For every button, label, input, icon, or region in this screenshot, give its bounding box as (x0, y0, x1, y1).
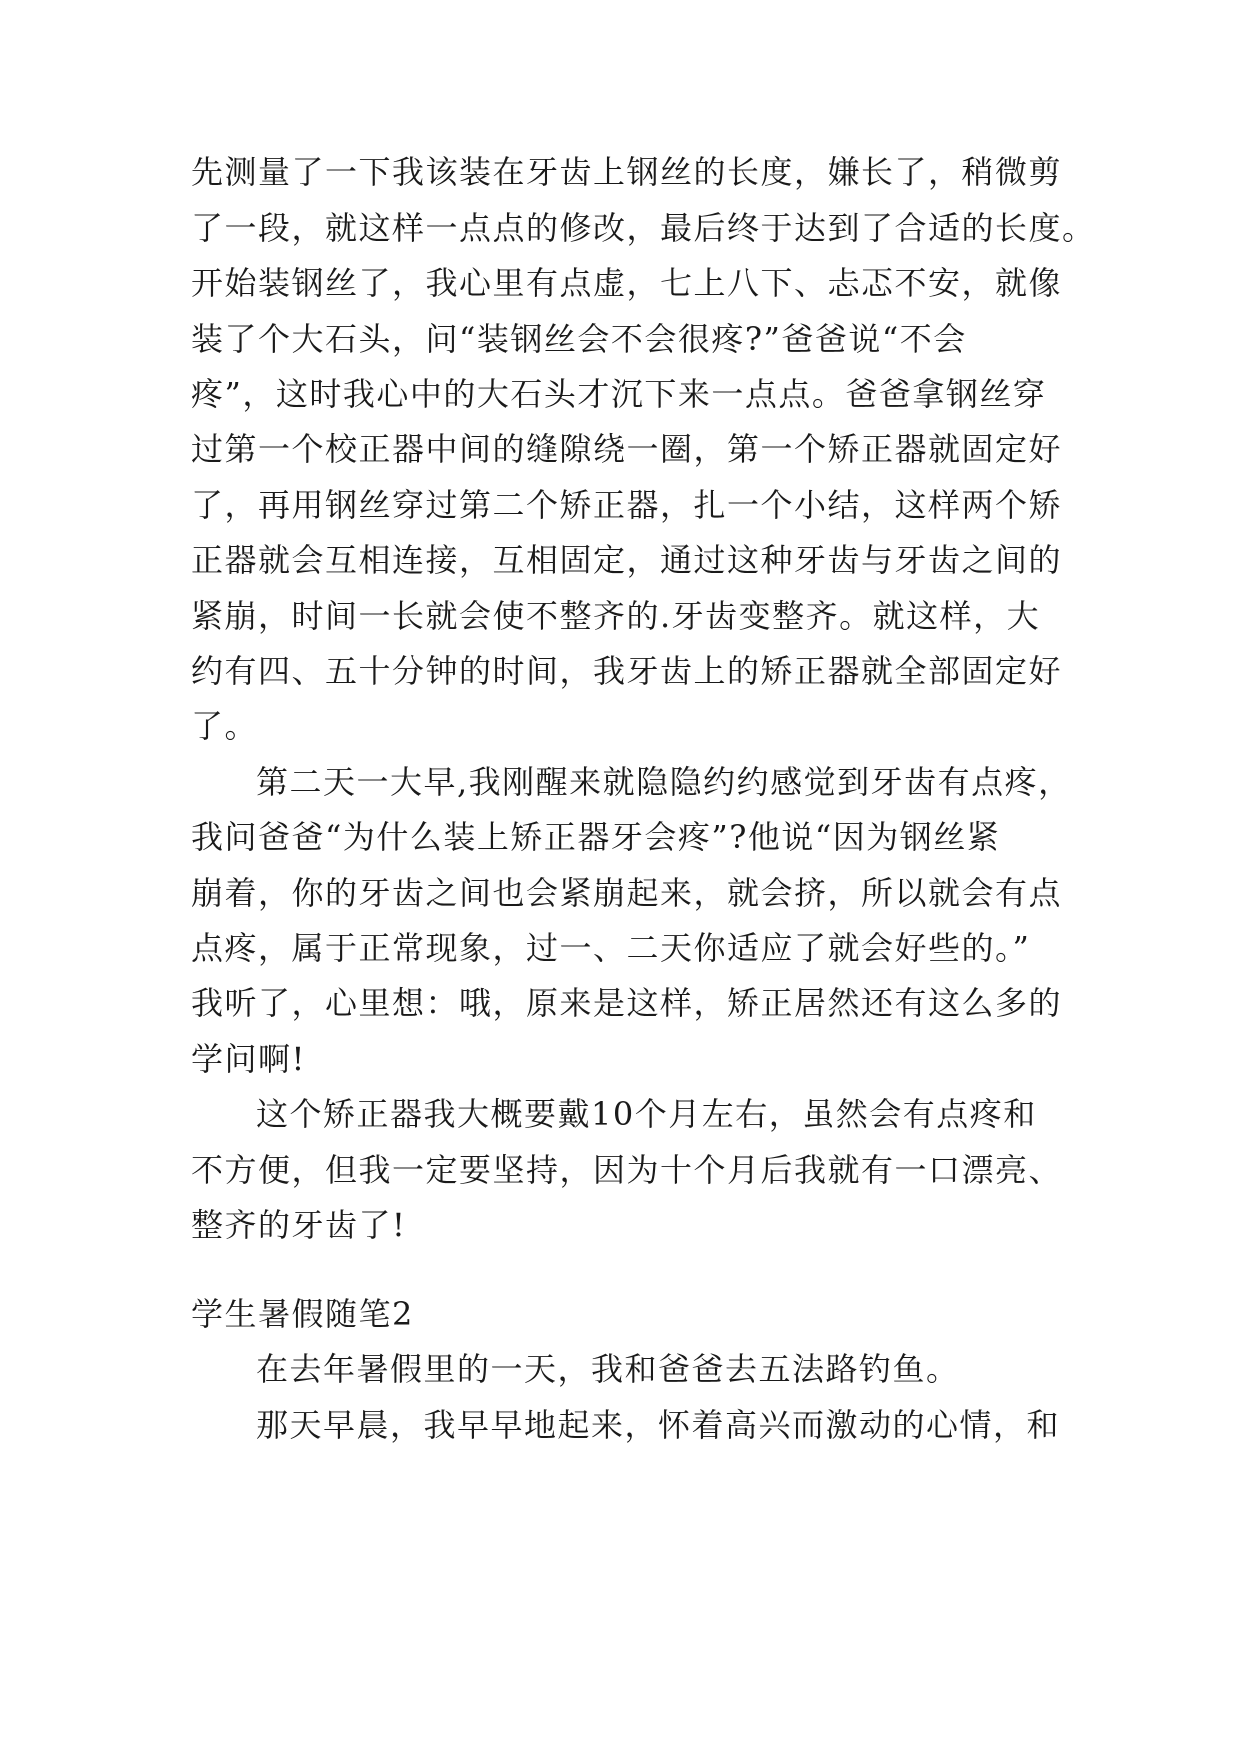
paragraph-line: 了一段，就这样一点点的修改，最后终于达到了合适的长度。 (191, 209, 1096, 247)
paragraph-line: 第二天一大早,我刚醒来就隐隐约约感觉到牙齿有点疼， (256, 763, 1072, 801)
paragraph-line: 了。 (191, 707, 259, 745)
paragraph-line: 这个矫正器我大概要戴10个月左右，虽然会有点疼和 (256, 1095, 1037, 1133)
paragraph-line: 疼”，这时我心中的大石头才沉下来一点点。爸爸拿钢丝穿 (191, 375, 1047, 413)
paragraph-line: 装了个大石头，问“装钢丝会不会很疼?”爸爸说“不会 (191, 320, 967, 358)
paragraph-line: 紧崩，时间一长就会使不整齐的.牙齿变整齐。就这样，大 (191, 597, 1041, 635)
paragraph-line: 不方便，但我一定要坚持，因为十个月后我就有一口漂亮、 (191, 1151, 1063, 1189)
paragraph-line: 约有四、五十分钟的时间，我牙齿上的矫正器就全部固定好 (191, 652, 1063, 690)
paragraph-line: 先测量了一下我该装在牙齿上钢丝的长度，嫌长了，稍微剪 (191, 153, 1063, 191)
paragraph-line: 我听了，心里想：哦，原来是这样，矫正居然还有这么多的 (191, 984, 1063, 1022)
paragraph-line: 在去年暑假里的一天，我和爸爸去五法路钓鱼。 (256, 1350, 960, 1388)
paragraph-line: 我问爸爸“为什么装上矫正器牙会疼”?他说“因为钢丝紧 (191, 818, 1001, 856)
paragraph-line: 那天早晨，我早早地起来，怀着高兴而激动的心情，和 (256, 1406, 1061, 1444)
paragraph-line: 开始装钢丝了，我心里有点虚，七上八下、忐忑不安，就像 (191, 264, 1063, 302)
paragraph-line: 了，再用钢丝穿过第二个矫正器，扎一个小结，这样两个矫 (191, 486, 1063, 524)
paragraph-line: 崩着，你的牙齿之间也会紧崩起来，就会挤，所以就会有点 (191, 874, 1063, 912)
paragraph-line: 整齐的牙齿了! (191, 1206, 407, 1244)
paragraph-line: 点疼，属于正常现象，过一、二天你适应了就会好些的。” (191, 929, 1031, 967)
paragraph-line: 正器就会互相连接，互相固定，通过这种牙齿与牙齿之间的 (191, 541, 1063, 579)
paragraph-line: 学问啊! (191, 1040, 306, 1078)
section-heading: 学生暑假随笔2 (191, 1295, 414, 1333)
paragraph-line: 过第一个校正器中间的缝隙绕一圈，第一个矫正器就固定好 (191, 430, 1063, 468)
